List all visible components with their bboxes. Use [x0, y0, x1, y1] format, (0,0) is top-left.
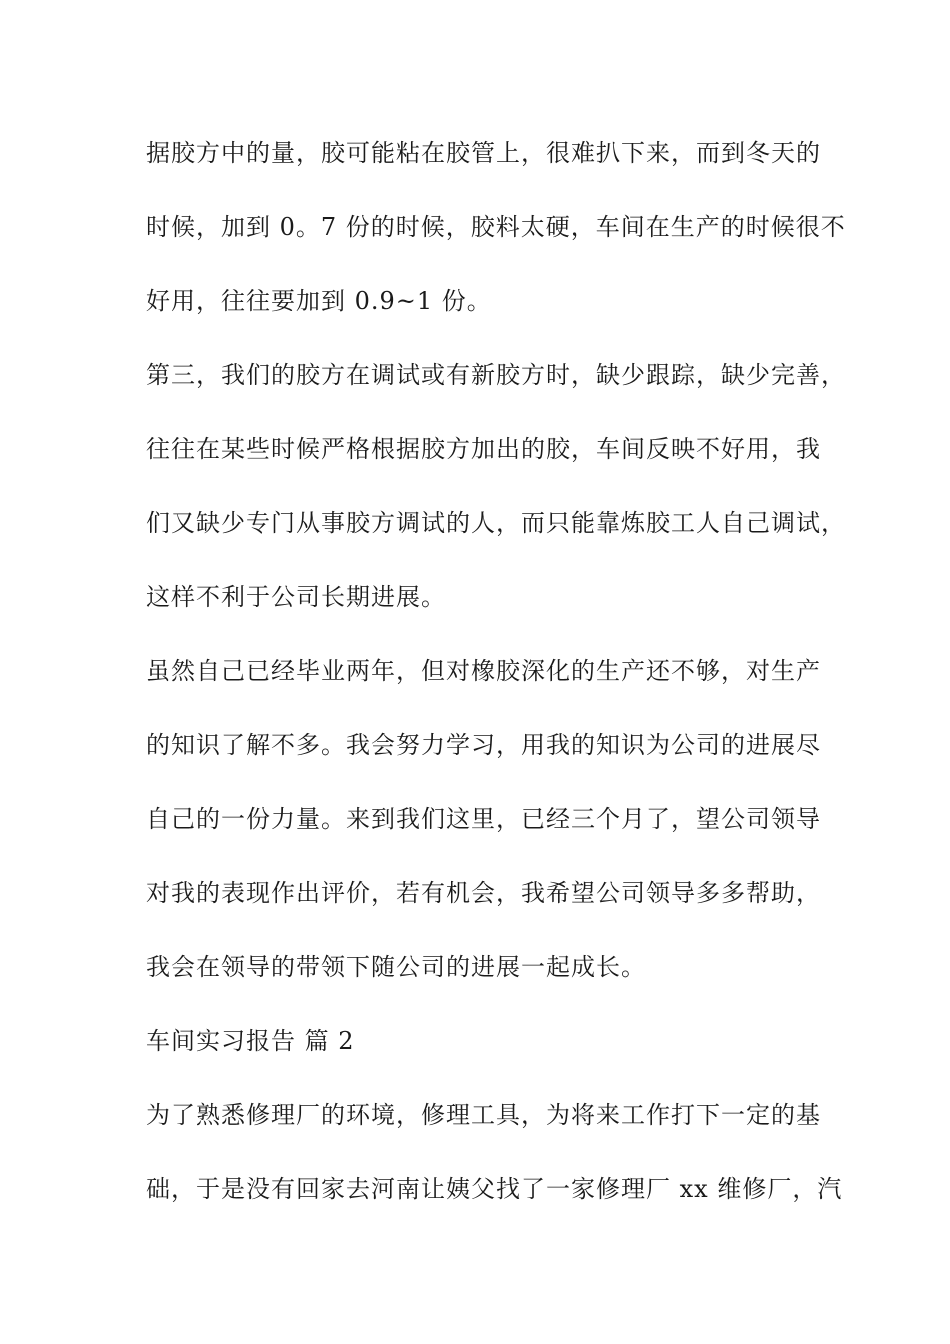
text-line: 对我的表现作出评价，若有机会，我希望公司领导多多帮助，	[146, 879, 821, 907]
text-line: 我会在领导的带领下随公司的进展一起成长。	[146, 953, 646, 981]
paragraph-start-line: 第三，我们的胶方在调试或有新胶方时，缺少跟踪，缺少完善，	[146, 361, 846, 389]
text-line: 们又缺少专门从事胶方调试的人，而只能靠炼胶工人自己调试，	[146, 509, 846, 537]
paragraph-start-line: 为了熟悉修理厂的环境，修理工具，为将来工作打下一定的基	[146, 1101, 821, 1129]
paragraph-start-line: 虽然自己已经毕业两年，但对橡胶深化的生产还不够，对生产	[146, 657, 821, 685]
text-line: 好用，往往要加到 0.9~1 份。	[146, 287, 492, 315]
text-line: 据胶方中的量，胶可能粘在胶管上，很难扒下来，而到冬天的	[146, 139, 821, 167]
text-line: 自己的一份力量。来到我们这里，已经三个月了，望公司领导	[146, 805, 821, 833]
text-line: 这样不利于公司长期进展。	[146, 583, 446, 611]
text-line: 础，于是没有回家去河南让姨父找了一家修理厂 xx 维修厂，汽	[146, 1175, 843, 1203]
text-line: 往往在某些时候严格根据胶方加出的胶，车间反映不好用，我	[146, 435, 821, 463]
section-heading: 车间实习报告 篇 2	[146, 1027, 355, 1055]
text-line: 时候，加到 0。7 份的时候，胶料太硬，车间在生产的时候很不	[146, 213, 846, 241]
text-line: 的知识了解不多。我会努力学习，用我的知识为公司的进展尽	[146, 731, 821, 759]
